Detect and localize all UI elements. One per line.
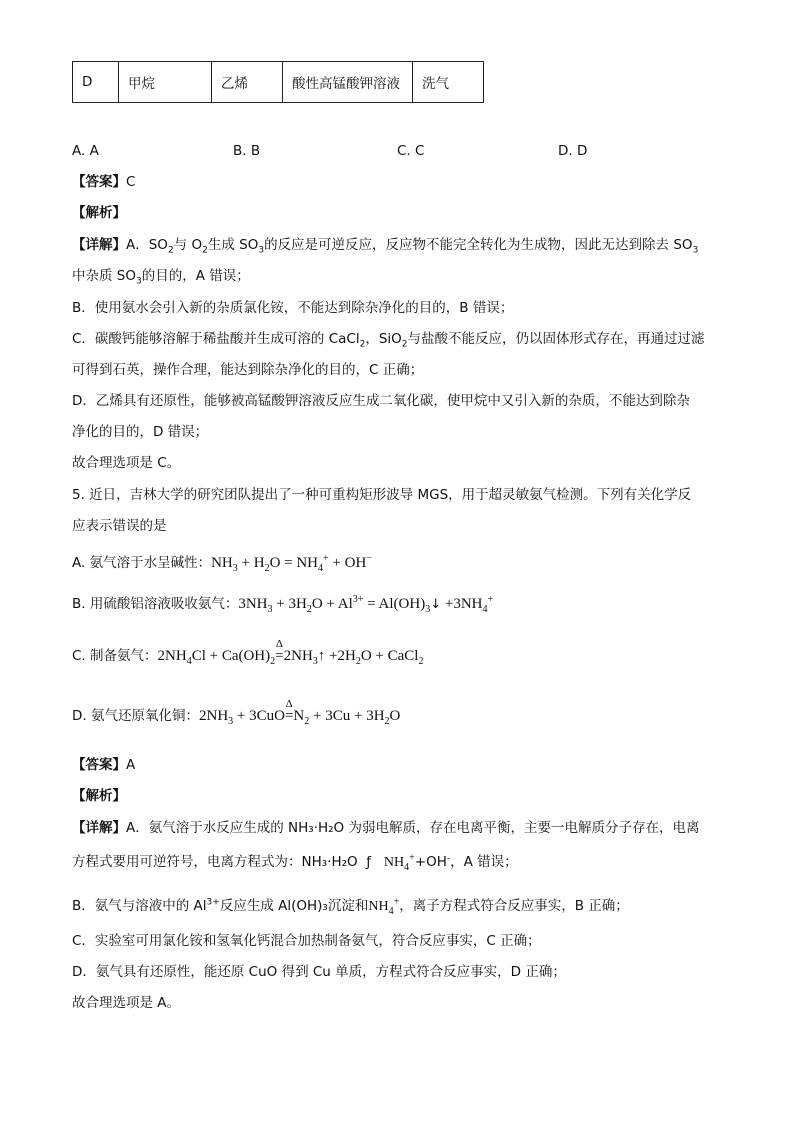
q4-detail-d-1: D．乙烯具有还原性，能够被高锰酸钾溶液反应生成二氧化碳，使甲烷中又引入新的杂质，不能达到除杂 [72,393,690,409]
q5-answer: 【答案】A [72,757,136,773]
q5-detail-a-2: 方程式要用可逆符号，电离方程式为：NH₃·H₂O ƒ $NH_4^++OH^-$，A 错误； [72,852,518,873]
q4-analysis-heading: 【解析】 [72,205,126,221]
q5-option-d: D. 氨气还原氧化铜：$2NH_3 + 3CuO=$ Δ $N_2 + 3Cu + 3H_2O$ [72,698,401,727]
q4-conclusion: 故合理选项是 C。 [72,455,181,471]
table-cell-target: 甲烷 [119,62,212,103]
q5-detail-c: C．实验室可用氯化铵和氢氧化钙混合加热制备氨气，符合反应事实，C 正确； [72,933,541,949]
q5-conclusion: 故合理选项是 A。 [72,995,181,1011]
q5-option-b: B. 用硫酸铝溶液吸收氨气：$3NH_3 + 3H_2O + Al^{3+}$ = $Al(OH)_3↓ +3NH_4^+$ [72,594,494,615]
table-cell-method: 洗气 [413,62,484,103]
reversible-symbol: ƒ [366,854,372,870]
table-cell-impurity: 乙烯 [212,62,283,103]
q4-detail-d-2: 净化的目的，D 错误； [72,424,209,440]
equation-b: $3NH_3 + 3H_2O + Al^{3+}$ = $Al(OH)_3↓ +3NH_4^+$ [238,594,494,615]
choice-d: D. D [558,143,588,159]
q4-choices [0,143,794,163]
q4-detail-b: B．使用氨水会引入新的杂质氯化铵，不能达到除杂净化的目的，B 错误； [72,300,514,316]
equation-a: $NH_3 + H_2O = NH_4^+ + OH^-$ [211,553,372,574]
equation-d: $2NH_3 + 3CuO=$ Δ $N_2 + 3Cu + 3H_2O$ [198,698,401,727]
options-table [72,61,484,103]
q5-analysis-heading: 【解析】 [72,788,126,804]
q4-detail-line-1: 【详解】A．$SO_2$与 $O_2$生成 $SO_3$的反应是可逆反应，反应物不能完全转化为生成物，因此无达到除去 $SO_3$ [72,237,699,256]
choice-b: B. B [233,143,261,159]
table-cell-option: D [73,62,119,103]
choice-a: A. A [72,143,99,159]
q5-stem-line-1: 5. 近日，吉林大学的研究团队提出了一种可重构矩形波导 MGS，用于超灵敏氨气检测。下列有关化学反 [72,487,692,503]
table-cell-reagent: 酸性高锰酸钾溶液 [283,62,413,103]
q5-option-c: C. 制备氨气：$2NH_4Cl + Ca(OH)_2=$ Δ $2NH_3↑ +2H_2O$ + CaCl$_2$ [72,638,424,667]
q5-detail-d: D．氨气具有还原性，能还原 CuO 得到 Cu 单质，方程式符合反应事实，D 正确； [72,964,566,980]
q5-detail-b: B．氨气与溶液中的 $Al^{3+}$反应生成 Al(OH)₃沉淀和$NH_4^+$，离子方程式符合反应事实，B 正确； [72,896,629,917]
q5-stem-line-2: 应表示错误的是 [72,518,167,534]
table-row [73,62,484,103]
equation-c: $2NH_4Cl + Ca(OH)_2=$ Δ $2NH_3↑ +2H_2O$ + CaCl$_2$ [157,638,424,667]
choice-c: C. C [397,143,425,159]
q5-detail-a-1: 【详解】A．氨气溶于水反应生成的 NH₃·H₂O 为弱电解质，存在电离平衡，主要一电解质分子存在，电离 [72,820,700,836]
q4-answer: 【答案】C [72,174,136,190]
q4-detail-c-2: 可得到石英，操作合理，能达到除杂净化的目的，C 正确； [72,362,424,378]
q5-option-a: A. 氨气溶于水呈碱性：$NH_3 + H_2O = NH_4^+ + OH^-$ [72,553,372,574]
q4-detail-line-2: 中杂质 $SO_3$的目的，A 错误； [72,268,250,287]
q4-detail-c-1: C．碳酸钙能够溶解于稀盐酸并生成可溶的 CaCl$_2$，SiO$_2$与盐酸不能反应，仍以固体形式存在，再通过过滤 [72,331,705,350]
